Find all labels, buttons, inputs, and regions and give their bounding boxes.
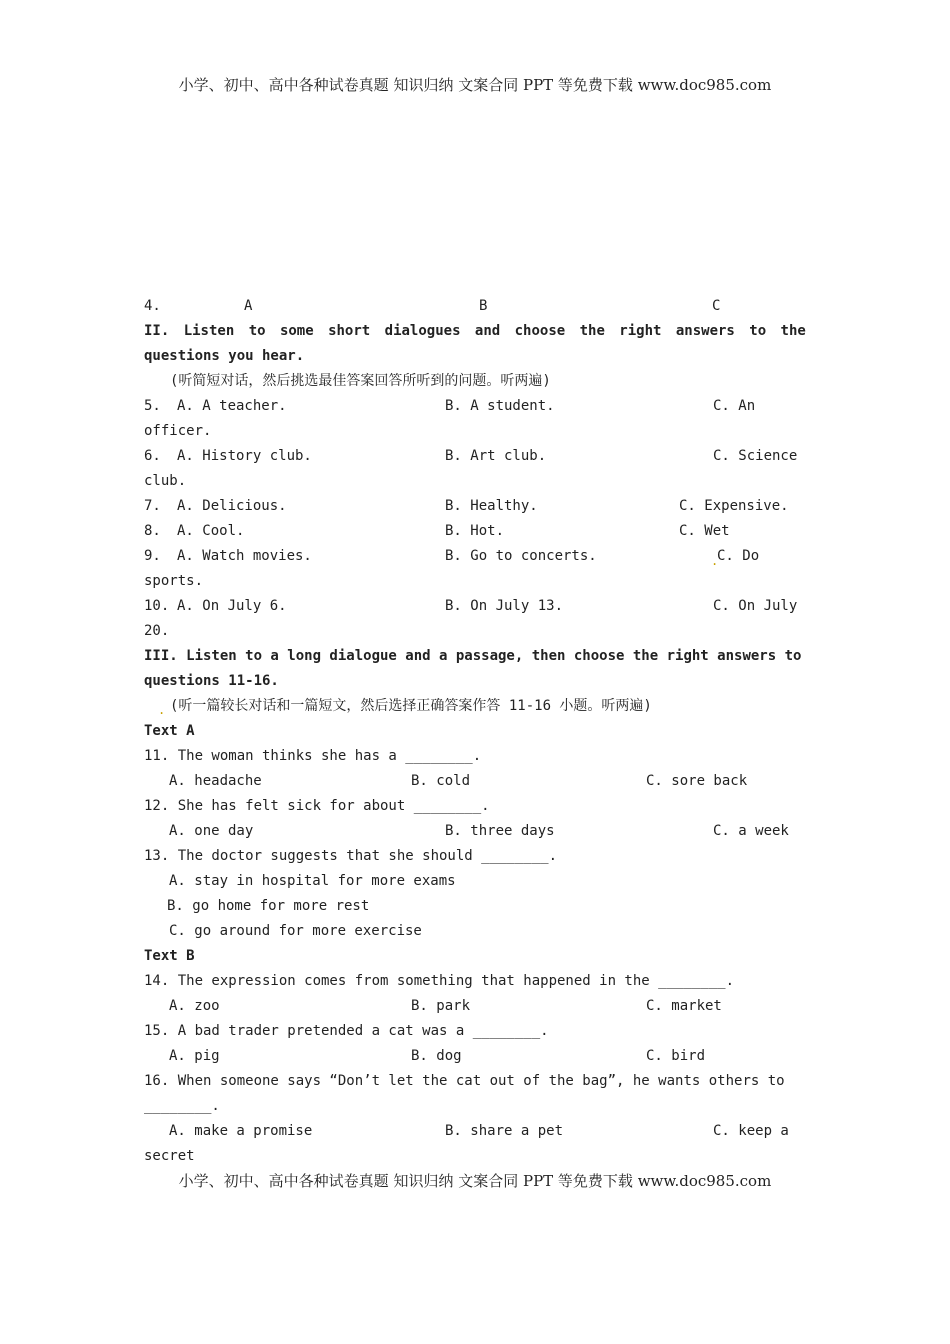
q7-number: 7.: [144, 498, 161, 514]
question-13-option-a-row: [144, 869, 806, 894]
section-2-title: [144, 319, 806, 344]
question-5-wrap: [144, 419, 806, 444]
question-14-options: [144, 994, 806, 1019]
section-2-title-cont: [144, 344, 806, 369]
s2-word: II.: [144, 323, 170, 339]
q16-stem: 16. When someone says “Don’t let the cat out of the bag”, he wants others to: [144, 1073, 785, 1089]
text-a-heading: [144, 719, 806, 744]
s2-word: the: [579, 323, 605, 339]
exam-body: [144, 294, 806, 1169]
q4-option-c: C: [712, 298, 721, 314]
question-8: [144, 519, 806, 544]
q15-stem: 15. A bad trader pretended a cat was a ________.: [144, 1023, 549, 1039]
s2-word: to: [248, 323, 266, 339]
q11-option-a: A. headache: [169, 773, 262, 789]
s3-title-cont-text: questions 11-16.: [144, 673, 279, 689]
s2-word: some: [279, 323, 314, 339]
q4-number: 4.: [144, 298, 161, 314]
q5-option-b: B. A student.: [445, 398, 555, 414]
q6-option-b: B. Art club.: [445, 448, 547, 464]
q15-option-a: A. pig: [169, 1048, 220, 1064]
q10-option-c: C. On July: [713, 598, 798, 614]
s2-word: right: [619, 323, 662, 339]
s2-title-cont-text: questions you hear.: [144, 348, 305, 364]
q8-option-b: B. Hot.: [445, 523, 505, 539]
q14-option-a: A. zoo: [169, 998, 220, 1014]
s2-word: short: [328, 323, 371, 339]
q12-stem: 12. She has felt sick for about ________.: [144, 798, 490, 814]
page-header: 小学、初中、高中各种试卷真题 知识归纳 文案合同 PPT 等免费下载 www.doc985.com: [178, 76, 772, 94]
q5-wrap-text: officer.: [144, 423, 212, 439]
question-10: [144, 594, 806, 619]
stray-dot-icon: .: [711, 554, 719, 568]
section-3-note: [144, 694, 806, 719]
q16-option-c: C. keep a: [713, 1123, 789, 1139]
question-16-options: [144, 1119, 806, 1144]
question-9: [144, 544, 806, 569]
question-12: [144, 794, 806, 819]
q13-option-a: A. stay in hospital for more exams: [169, 873, 456, 889]
s3-title-text: III. Listen to a long dialogue and a passage, then choose the right answers to: [144, 648, 802, 664]
q5-option-a: A. A teacher.: [177, 398, 287, 414]
q16-wrap-text: secret: [144, 1148, 195, 1164]
q11-option-c: C. sore back: [646, 773, 748, 789]
q13-option-b: B. go home for more rest: [167, 898, 370, 914]
question-11: [144, 744, 806, 769]
q15-option-b: B. dog: [411, 1048, 462, 1064]
q11-stem: 11. The woman thinks she has a ________.: [144, 748, 482, 764]
page-footer: 小学、初中、高中各种试卷真题 知识归纳 文案合同 PPT 等免费下载 www.doc985.com: [178, 1172, 772, 1190]
question-13: [144, 844, 806, 869]
s2-word: to: [749, 323, 767, 339]
q10-option-b: B. On July 13.: [445, 598, 564, 614]
q9-wrap-text: sports.: [144, 573, 204, 589]
question-11-options: [144, 769, 806, 794]
q8-option-c: C. Wet: [679, 523, 730, 539]
question-5: [144, 394, 806, 419]
q8-number: 8.: [144, 523, 161, 539]
question-15-options: [144, 1044, 806, 1069]
q16-stem-cont-text: ________.: [144, 1098, 220, 1114]
question-4: [144, 294, 806, 319]
question-6: [144, 444, 806, 469]
q10-option-a: A. On July 6.: [177, 598, 287, 614]
q12-option-c: C. a week: [713, 823, 789, 839]
q13-stem: 13. The doctor suggests that she should ________.: [144, 848, 558, 864]
s2-word: Listen: [183, 323, 235, 339]
question-16: [144, 1069, 806, 1094]
section-3-title: [144, 644, 806, 669]
q14-option-b: B. park: [411, 998, 471, 1014]
question-16-stem-cont: [144, 1094, 806, 1119]
question-6-wrap: [144, 469, 806, 494]
text-b-label: Text B: [144, 948, 195, 964]
q14-option-c: C. market: [646, 998, 722, 1014]
q4-option-b: B: [479, 298, 488, 314]
q6-number: 6.: [144, 448, 161, 464]
q12-option-a: A. one day: [169, 823, 254, 839]
section-3-title-cont: [144, 669, 806, 694]
s2-note-text: (听简短对话，然后挑选最佳答案回答所听到的问题。听两遍): [170, 373, 551, 389]
q7-option-a: A. Delicious.: [177, 498, 287, 514]
q12-option-b: B. three days: [445, 823, 555, 839]
s2-word: dialogues: [384, 323, 461, 339]
text-a-label: Text A: [144, 723, 195, 739]
s2-word: answers: [675, 323, 735, 339]
q6-option-a: A. History club.: [177, 448, 312, 464]
question-9-wrap: [144, 569, 806, 594]
q10-wrap-text: 20.: [144, 623, 170, 639]
q5-option-c: C. An: [713, 398, 756, 414]
s3-note-text: (听一篇较长对话和一篇短文，然后选择正确答案作答 11-16 小题。听两遍): [170, 698, 652, 714]
q14-stem: 14. The expression comes from something that happened in the ________.: [144, 973, 735, 989]
question-15: [144, 1019, 806, 1044]
question-13-option-b-row: [144, 894, 806, 919]
q16-option-b: B. share a pet: [445, 1123, 564, 1139]
q9-option-a: A. Watch movies.: [177, 548, 312, 564]
stray-dot-icon: .: [158, 703, 166, 717]
q10-number: 10.: [144, 598, 170, 614]
s2-word: choose: [514, 323, 566, 339]
q5-number: 5.: [144, 398, 161, 414]
text-b-heading: [144, 944, 806, 969]
q11-option-b: B. cold: [411, 773, 471, 789]
question-13-option-c-row: [144, 919, 806, 944]
question-16-wrap: [144, 1144, 806, 1169]
q6-option-c: C. Science: [713, 448, 798, 464]
q7-option-b: B. Healthy.: [445, 498, 538, 514]
q8-option-a: A. Cool.: [177, 523, 245, 539]
question-12-options: [144, 819, 806, 844]
q15-option-c: C. bird: [646, 1048, 706, 1064]
q6-wrap-text: club.: [144, 473, 187, 489]
question-10-wrap: [144, 619, 806, 644]
q9-number: 9.: [144, 548, 161, 564]
question-14: [144, 969, 806, 994]
question-7: [144, 494, 806, 519]
q9-option-c: C. Do: [717, 548, 760, 564]
s2-word: the: [780, 323, 806, 339]
q7-option-c: C. Expensive.: [679, 498, 789, 514]
q13-option-c: C. go around for more exercise: [169, 923, 422, 939]
s2-word: and: [474, 323, 501, 339]
q9-option-b: B. Go to concerts.: [445, 548, 597, 564]
q16-option-a: A. make a promise: [169, 1123, 313, 1139]
q4-option-a: A: [244, 298, 253, 314]
section-2-note: [144, 369, 806, 394]
